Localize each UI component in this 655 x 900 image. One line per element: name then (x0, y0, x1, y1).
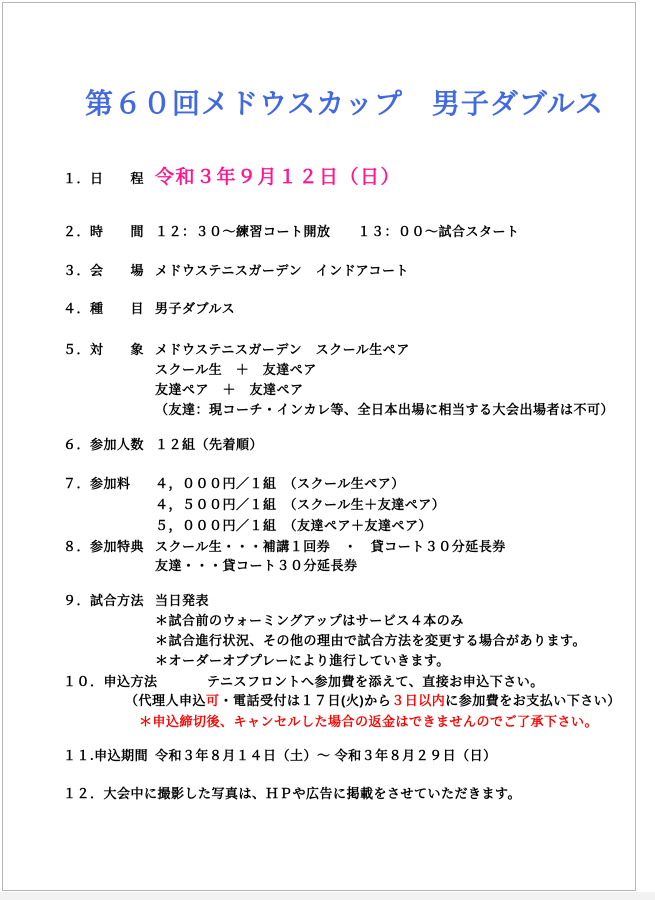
section-application (63, 671, 625, 732)
fee-line: ４，５００円／１組 （スクール生＋友達ペア） (155, 497, 446, 512)
section-photo-notice: １２．大会中に撮影した写真は、ＨＰや広告に掲載をさせていただきます。 (63, 786, 521, 801)
match-format-note: ＊試合進行状況、その他の理由で試合方法を変更する場合があります。 (155, 633, 586, 648)
viewer-background-strip (0, 892, 655, 900)
section-venue-label: ３．会 場 (63, 263, 145, 278)
section-match-format (63, 590, 625, 671)
section-capacity (63, 435, 625, 455)
application-cancellation-warning: ＊申込締切後、キャンセルした場合の返金はできませんのでご了承下さい。 (139, 714, 599, 729)
eligibility-line: 友達ペア ＋ 友達ペア (155, 382, 304, 397)
document-body (3, 86, 635, 804)
section-application-label: １０．申込方法 (63, 674, 158, 689)
section-schedule-label: １．日 程 (63, 171, 145, 186)
section-match-format-content (155, 591, 625, 671)
benefits-line: スクール生・・・補講１回券 ・ 貸コート３０分延長券 (155, 539, 506, 554)
tournament-title: 第６０回メドウスカップ 男子ダブルス (85, 88, 604, 119)
section-eligibility-label: ５．対 象 (63, 342, 145, 357)
application-line2-highlight: ３日以内 (391, 693, 446, 708)
section-application-row (63, 671, 625, 690)
eligibility-line: スクール生 ＋ 友達ペア (155, 362, 317, 377)
section-benefits-content (155, 537, 625, 575)
section-application-period-text: 令和３年８月１４日（土）～ 令和３年８月２９日（日） (155, 748, 497, 763)
section-schedule (63, 166, 625, 190)
section-venue (63, 261, 625, 281)
section-application-period (63, 746, 625, 766)
application-line2 (125, 690, 625, 711)
section-eligibility-content (155, 340, 625, 420)
match-format-note: ＊オーダーオブプレーにより進行していきます。 (155, 653, 450, 668)
application-line2-highlight: 可 (206, 693, 220, 708)
document-page (2, 2, 636, 891)
section-eligibility (63, 339, 625, 420)
match-format-line: 当日発表 (155, 593, 210, 608)
eligibility-note: （友達：現コーチ・インカレ等、全日本出場に相当する大会出場者は不可） (155, 402, 615, 417)
application-line2-part: （代理人申込 (125, 693, 207, 708)
section-fee-label: ７．参加料 (63, 476, 131, 491)
section-event-type-text: 男子ダブルス (155, 301, 236, 316)
section-benefits-label: ８．参加特典 (63, 539, 145, 554)
section-venue-text: メドウステニスガーデン インドアコート (155, 263, 410, 278)
event-date: 令和３年９月１２日（日） (155, 167, 402, 188)
section-benefits (63, 536, 625, 575)
section-time-text: １２：３０～練習コート開放 １３：００～試合スタート (155, 224, 520, 239)
match-format-note: ＊試合前のウォーミングアップはサービス４本のみ (155, 613, 464, 628)
section-event-type-label: ４．種 目 (63, 301, 145, 316)
section-application-period-label: １１.申込期間 (63, 748, 149, 763)
section-capacity-label: ６．参加人数 (63, 437, 145, 452)
application-line2-part: に参加費をお支払い下さい） (445, 693, 621, 708)
section-time (63, 222, 625, 242)
section-event-type (63, 299, 625, 319)
section-fee-content (155, 473, 625, 536)
benefits-line: 友達・・・貸コート３０分延長券 (155, 558, 358, 573)
section-fee (63, 473, 625, 536)
application-line2-part: ・電話受付は１７日(火)から (219, 693, 392, 708)
fee-line: ４，０００円／１組 （スクール生ペア） (155, 476, 405, 491)
eligibility-line: メドウステニスガーデン スクール生ペア (155, 342, 410, 357)
application-line1: テニスフロントへ参加費を添えて、直接お申込下さい。 (207, 674, 544, 689)
section-time-label: ２．時 間 (63, 224, 145, 239)
fee-line: ５，０００円／１組 （友達ペア＋友達ペア） (155, 518, 433, 533)
section-match-format-label: ９．試合方法 (63, 593, 145, 608)
section-capacity-text: １２組（先着順） (155, 437, 264, 452)
